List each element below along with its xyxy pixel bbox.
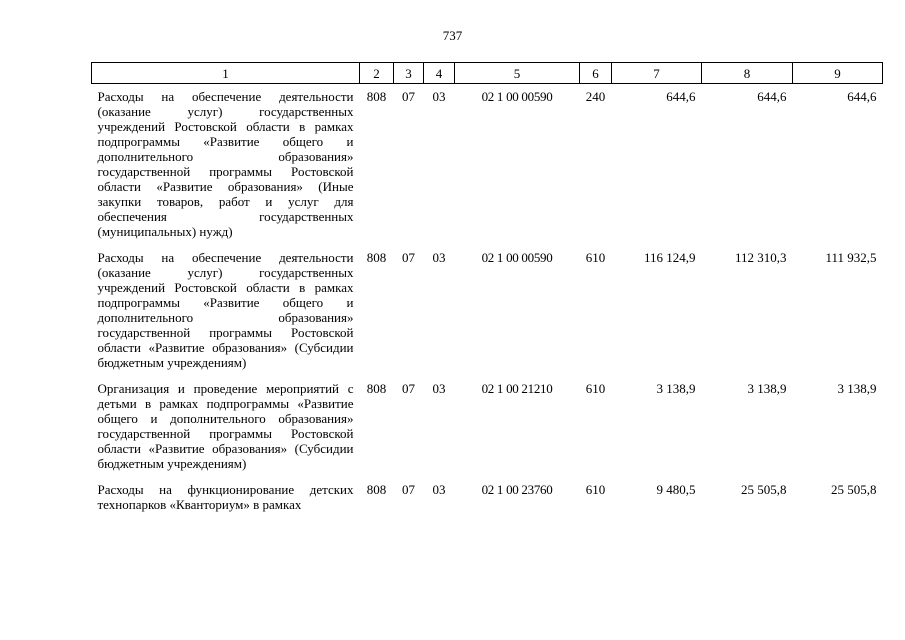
row-sum-2: 3 138,9 xyxy=(747,381,787,396)
row-ved: 808 xyxy=(366,250,387,265)
column-header-7: 7 xyxy=(612,63,702,84)
row-csr: 02 1 00 21210 xyxy=(481,381,553,396)
row-sum-1: 9 480,5 xyxy=(656,482,696,497)
row-csr: 02 1 00 23760 xyxy=(481,482,553,497)
row-sum-3: 3 138,9 xyxy=(837,381,877,396)
row-pr: 03 xyxy=(432,89,446,104)
row-rz: 07 xyxy=(402,381,415,396)
column-header-8: 8 xyxy=(702,63,793,84)
row-vr: 610 xyxy=(585,381,606,396)
column-header-9: 9 xyxy=(793,63,883,84)
row-sum-1: 116 124,9 xyxy=(643,250,696,265)
row-pr: 03 xyxy=(432,381,446,396)
row-vr: 240 xyxy=(585,89,606,104)
row-description: Расходы на функционирование детских технопарков «Кванториум» в рамках xyxy=(97,482,354,512)
row-rz: 07 xyxy=(402,482,415,497)
row-description: Расходы на обеспечение деятельности (оказание услуг) государственных учреждений Ростовской области в рамках подпрограммы «Развитие общего и дополнительного образования» государственной программы Ростовской области «Развитие образования» (Иные закупки товаров, работ и услуг для обеспечения государственных (муниципальных) нужд) xyxy=(97,89,354,239)
column-header-1: 1 xyxy=(92,63,360,84)
row-csr: 02 1 00 00590 xyxy=(481,250,553,265)
row-ved: 808 xyxy=(366,381,387,396)
row-description: Организация и проведение мероприятий с детьми в рамках подпрограммы «Развитие общего и дополнительного образования» государственной программы Ростовской области «Развитие образования» (Субсидии бюджетным учреждениям) xyxy=(97,381,354,471)
row-sum-2: 112 310,3 xyxy=(734,250,787,265)
row-ved: 808 xyxy=(366,482,387,497)
row-rz: 07 xyxy=(402,250,415,265)
column-header-6: 6 xyxy=(580,63,612,84)
page-number: 737 xyxy=(442,28,463,43)
row-sum-2: 644,6 xyxy=(757,89,787,104)
row-sum-2: 25 505,8 xyxy=(741,482,787,497)
row-vr: 610 xyxy=(585,250,606,265)
row-sum-1: 3 138,9 xyxy=(656,381,696,396)
row-pr: 03 xyxy=(432,250,446,265)
table-row xyxy=(92,84,883,246)
row-rz: 07 xyxy=(402,89,415,104)
row-sum-3: 25 505,8 xyxy=(831,482,877,497)
budget-table xyxy=(91,62,883,518)
table-row xyxy=(92,376,883,477)
row-csr: 02 1 00 00590 xyxy=(481,89,553,104)
row-pr: 03 xyxy=(432,482,446,497)
table-header-row xyxy=(92,63,883,84)
row-vr: 610 xyxy=(585,482,606,497)
column-header-3: 3 xyxy=(394,63,424,84)
row-sum-3: 644,6 xyxy=(847,89,877,104)
column-header-4: 4 xyxy=(424,63,455,84)
row-ved: 808 xyxy=(366,89,387,104)
column-header-2: 2 xyxy=(360,63,394,84)
table-row xyxy=(92,245,883,376)
row-sum-3: 111 932,5 xyxy=(825,250,877,265)
table-row xyxy=(92,477,883,518)
row-sum-1: 644,6 xyxy=(666,89,696,104)
column-header-5: 5 xyxy=(455,63,580,84)
row-description: Расходы на обеспечение деятельности (оказание услуг) государственных учреждений Ростовской области в рамках подпрограммы «Развитие общего и дополнительного образования» государственной программы Ростовской области «Развитие образования» (Субсидии бюджетным учреждениям) xyxy=(97,250,354,370)
